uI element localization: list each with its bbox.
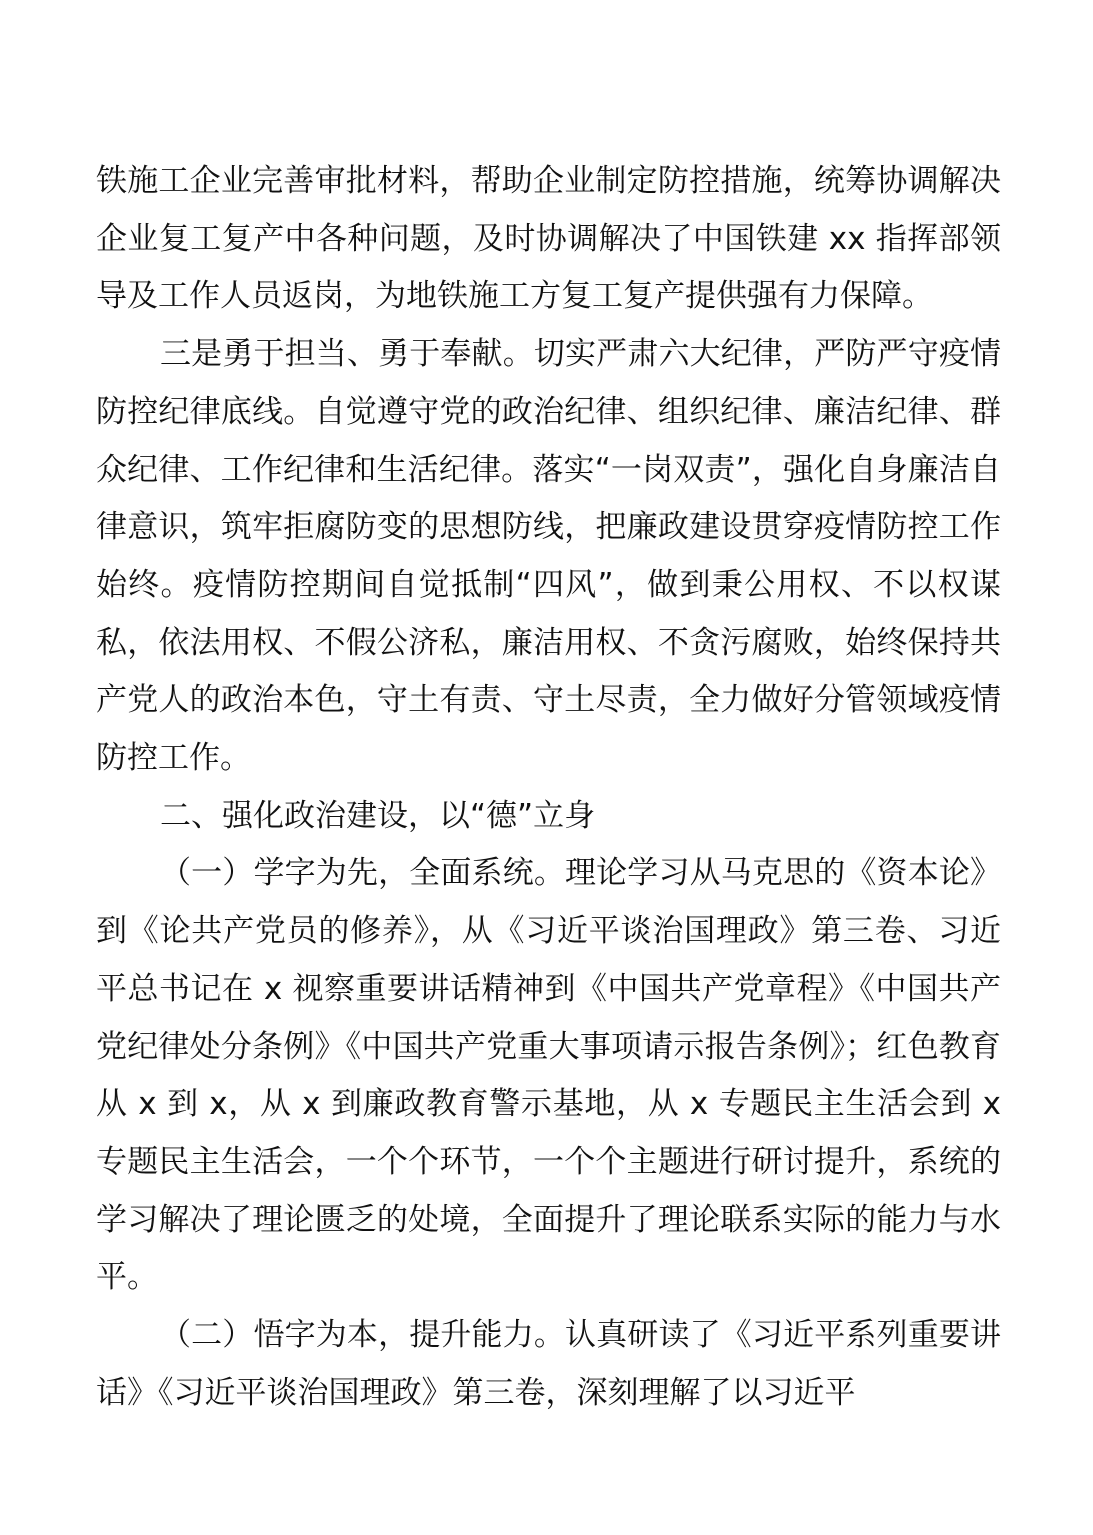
document-body xyxy=(96,153,1001,1422)
paragraph-1: 铁施工企业完善审批材料，帮助企业制定防控措施，统筹协调解决企业复工复产中各种问题，及时协调解决了中国铁建 xx 指挥部领导及工作人员返岗，为地铁施工方复工复产提供强有力保障。 xyxy=(96,163,1001,315)
paragraph-4: （二）悟字为本，提升能力。认真研读了《习近平系列重要讲话》《习近平谈治国理政》第三卷，深刻理解了以习近平 xyxy=(96,1317,1001,1411)
section-heading: 二、强化政治建设，以“德”立身 xyxy=(160,797,596,834)
paragraph-2: 三是勇于担当、勇于奉献。切实严肃六大纪律，严防严守疫情防控纪律底线。自觉遵守党的政治纪律、组织纪律、廉洁纪律、群众纪律、工作纪律和生活纪律。落实“一岗双责”，强化自身廉洁自律意识，筑牢拒腐防变的思想防线，把廉政建设贯穿疫情防控工作始终。疫情防控期间自觉抵制“四风”，做到秉公用权、不以权谋私，依法用权、不假公济私，廉洁用权、不贪污腐败，始终保持共产党人的政治本色，守土有责、守土尽责，全力做好分管领域疫情防控工作。 xyxy=(96,336,1001,777)
paragraph-3: （一）学字为先，全面系统。理论学习从马克思的《资本论》到《论共产党员的修养》，从《习近平谈治国理政》第三卷、习近平总书记在 x 视察重要讲话精神到《中国共产党章程》《中国共产党纪律处分条例》《中国共产党重大事项请示报告条例》；红色教育从 x 到 x，从 x 到廉政教育警示基地，从 x 专题民主生活会到 x 专题民主生活会，一个个环节，一个个主题进行研讨提升，系统的学习解决了理论匮乏的处境，全面提升了理论联系实际的能力与水平。 xyxy=(96,855,1001,1296)
